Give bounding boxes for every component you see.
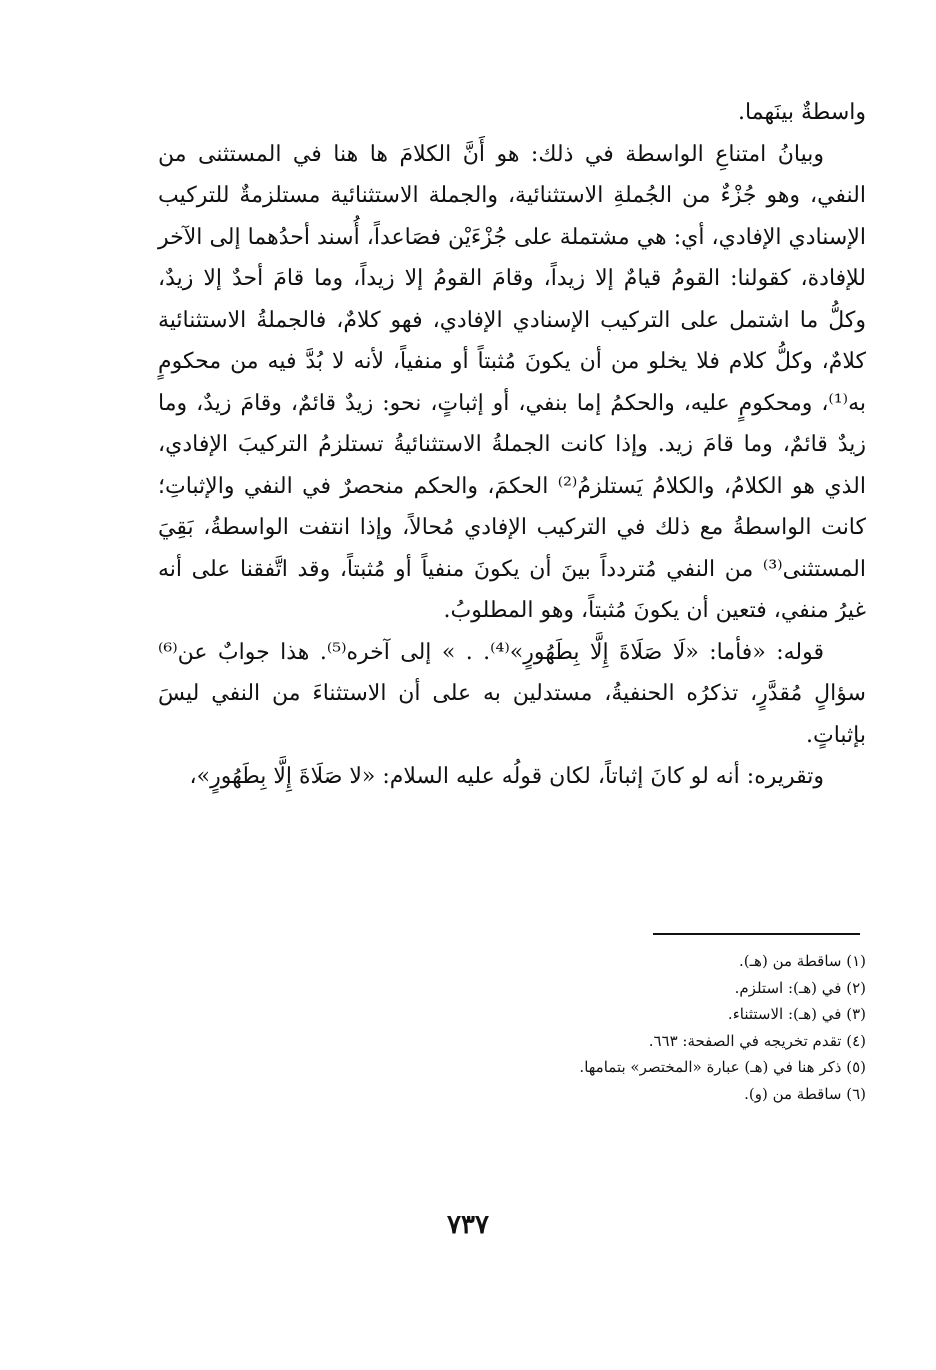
- footnote-6: (٦) ساقطة من (و).: [744, 1084, 866, 1103]
- footnote-4: (٤) تقدم تخريجه في الصفحة: ٦٦٣.: [648, 1031, 866, 1050]
- paragraph-quote-answer: قوله: «فأما: «لَا صَلَاةَ إِلَّا بِطَهُورٍ»⁽⁴⁾. . » إلى آخره⁽⁵⁾. هذا جوابٌ عن⁽⁶⁾ سؤالٍ مُقدَّرٍ، تذكرُه الحنفيةُ، مستدلين به على أن الاستثناءَ من النفي ليسَ بإثباتٍ.: [158, 639, 866, 748]
- footnotes: [420, 948, 866, 1107]
- footnote-3: (٣) في (هـ): الاستثناء.: [727, 1005, 866, 1023]
- page-number: ٧٣٧: [447, 1210, 489, 1240]
- footnote-1: (١) ساقطة من (هـ).: [739, 952, 866, 970]
- main-text: [158, 92, 866, 798]
- footnote-separator: [653, 933, 860, 935]
- paragraph-continuation: واسطةٌ بينَهما.: [738, 100, 866, 125]
- footnote-2: (٢) في (هـ): استلزم.: [734, 978, 866, 997]
- footnote-5: (٥) ذكر هنا في (هـ) عبارة «المختصر» بتمامها.: [579, 1058, 866, 1076]
- paragraph-taqrir: وتقريره: أنه لو كانَ إثباتاً، لكان قولُه عليه السلام: «لا صَلَاةَ إِلَّا بِطَهُورٍ»،: [189, 764, 824, 789]
- paragraph-explanation: وبيانُ امتناعِ الواسطة في ذلك: هو أَنَّ الكلامَ ها هنا في المستثنى من النفي، وهو جُزْءٌ من الجُملةِ الاستثنائية، والجملة الاستثنائية مستلزمةٌ للتركيب الإسنادي الإفادي، أي: هي مشتملة على جُزْءَيْن فصَاعداً، أُسند أحدُهما إلى الآخر للإفادة، كقولنا: القومُ قيامٌ إلا زيداً، وقامَ القومُ إلا زيداً، وما قامَ أحدٌ إلا زيدٌ، وكلُّ ما اشتمل على التركيب الإسنادي الإفادي، فهو كلامٌ، فالجملةُ الاستثنائية كلامٌ، وكلُّ كلام فلا يخلو من أن يكونَ مُثبتاً أو منفياً، لأنه لا بُدَّ فيه من محكومٍ به⁽¹⁾، ومحكومٍ عليه، والحكمُ إما بنفي، أو إثباتٍ، نحو: زيدٌ قائمٌ، وقامَ زيدٌ، وما زيدٌ قائمٌ، وما قامَ زيد. وإذا كانت الجملةُ الاستثنائيةُ تستلزمُ التركيبَ الإفادي، الذي هو الكلامُ، والكلامُ يَستلزمُ⁽²⁾ الحكمَ، والحكم منحصرٌ في النفي والإثباتِ؛ كانت الواسطةُ مع ذلك في التركيب الإفادي مُحالاً، وإذا انتفت الواسطةُ، بَقِيَ المستثنى⁽³⁾ من النفي مُتردداً بينَ أن يكونَ منفياً أو مُثبتاً، وقد اتَّفقنا على أنه غيرُ منفي، فتعين أن يكونَ مُثبتاً، وهو المطلوبُ.: [158, 141, 866, 623]
